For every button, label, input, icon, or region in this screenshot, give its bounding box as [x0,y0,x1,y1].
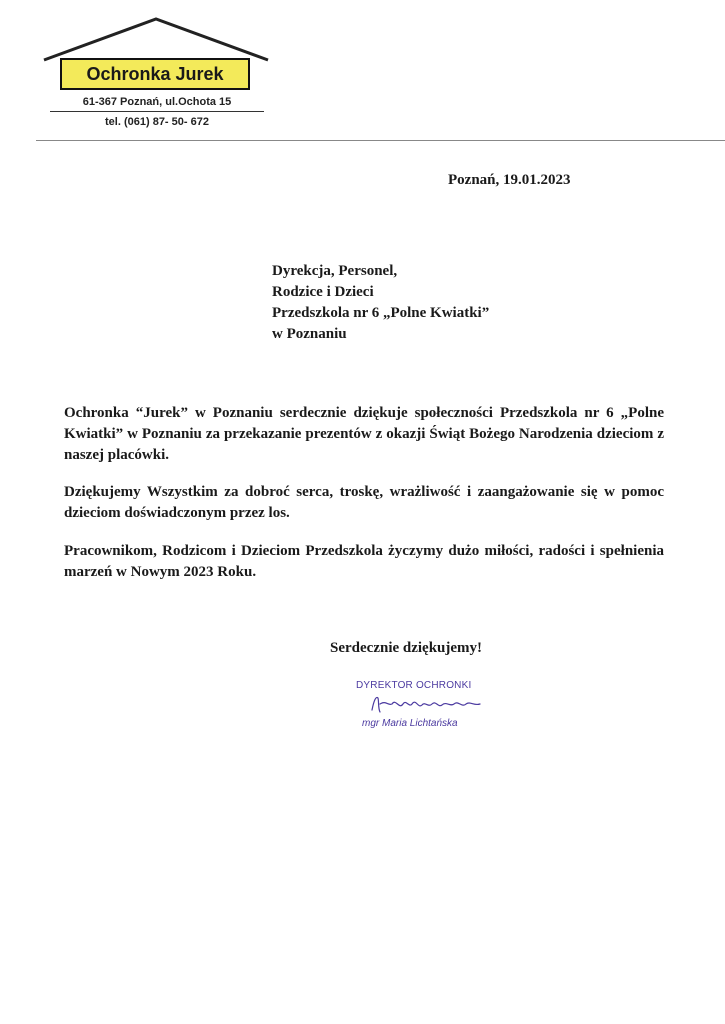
addressee-line: Przedszkola nr 6 „Polne Kwiatki” [272,305,490,321]
addressee-line: Dyrekcja, Personel, [272,263,398,279]
signature-title: DYREKTOR OCHRONKI [356,680,472,691]
header-divider [36,140,725,141]
logo-phone: tel. (061) 87- 50- 672 [105,116,209,128]
logo-name: Ochronka Jurek [60,58,250,90]
handwritten-signature-icon [366,692,486,718]
addressee-line: w Poznaniu [272,326,347,342]
signature-name: mgr Maria Lichtańska [362,718,458,729]
logo-roof-icon [40,16,272,62]
logo-address: 61-367 Poznań, ul.Ochota 15 [82,96,232,108]
addressee-block [272,261,489,345]
body-paragraph: Pracownikom, Rodzicom i Dzieciom Przedszkola życzymy dużo miłości, radości i spełnienia marzeń w Nowym 2023 Roku. [64,543,664,580]
body-paragraph: Dziękujemy Wszystkim za dobroć serca, troskę, wrażliwość i zaangażowanie się w pomoc dzieciom doświadczonym przez los. [64,484,664,521]
logo-divider [50,111,264,112]
body-paragraph: Ochronka “Jurek” w Poznaniu serdecznie dziękuje społeczności Przedszkola nr 6 „Polne Kwiatki” w Poznaniu za przekazanie prezentów z okazji Świąt Bożego Narodzenia dzieciom z naszej placówki. [64,405,664,463]
letter-date: Poznań, 19.01.2023 [448,172,571,188]
addressee-line: Rodzice i Dzieci [272,284,374,300]
closing-line: Serdecznie dziękujemy! [330,640,483,656]
